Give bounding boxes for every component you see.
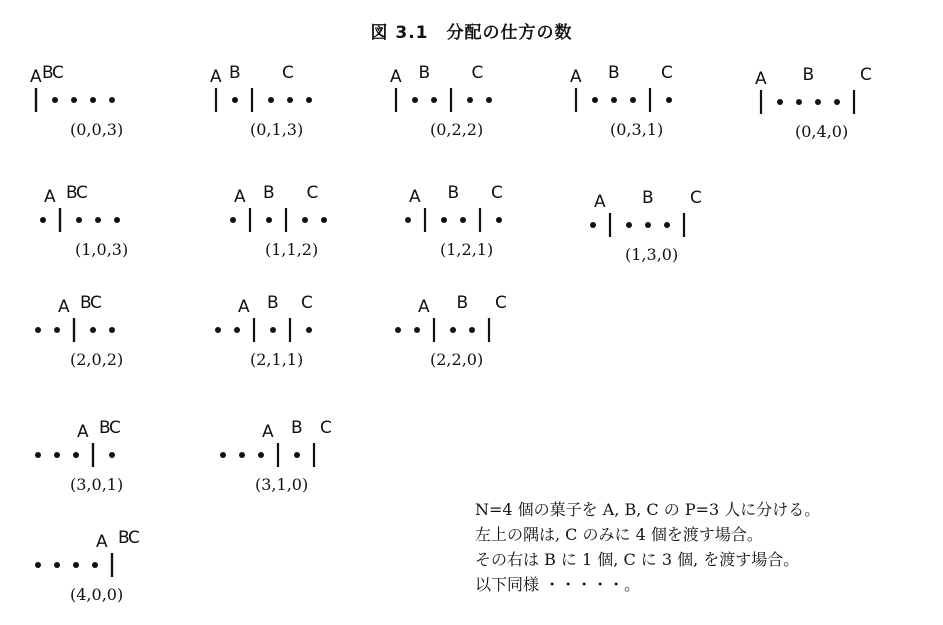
candy-dot xyxy=(35,562,41,568)
candy-dot xyxy=(73,452,79,458)
candy-dot xyxy=(234,327,240,333)
label-c: C xyxy=(128,528,140,548)
label-b: B xyxy=(456,293,469,313)
candy-dot xyxy=(54,452,60,458)
distribution-tuple: (0,3,1) xyxy=(610,120,664,139)
distribution-tuple: (0,4,0) xyxy=(795,122,849,141)
label-a: A xyxy=(210,67,222,87)
label-a: A xyxy=(238,297,250,317)
candy-dot xyxy=(239,452,245,458)
candy-dot xyxy=(35,327,41,333)
candy-dot xyxy=(73,562,79,568)
label-a: A xyxy=(418,297,430,317)
label-c: C xyxy=(76,183,88,203)
candy-dot xyxy=(90,97,96,103)
candy-dot xyxy=(92,562,98,568)
label-b: B xyxy=(418,63,431,83)
label-b: B xyxy=(99,418,111,438)
distribution-item xyxy=(225,183,385,280)
candy-dot xyxy=(664,222,670,228)
candy-dot xyxy=(230,217,236,223)
distribution-tuple: (1,0,3) xyxy=(75,240,129,259)
label-c: C xyxy=(306,183,319,203)
label-c: C xyxy=(109,418,121,438)
candy-dot xyxy=(90,327,96,333)
label-b: B xyxy=(447,183,460,203)
label-c: C xyxy=(301,293,313,313)
distribution-tuple: (1,3,0) xyxy=(625,245,679,264)
candy-dot xyxy=(590,222,596,228)
label-b: B xyxy=(229,63,241,83)
distribution-tuple: (2,0,2) xyxy=(70,350,124,369)
label-a: A xyxy=(570,67,582,87)
distribution-item xyxy=(30,63,190,160)
distribution-tuple: (0,0,3) xyxy=(70,120,124,139)
label-b: B xyxy=(642,188,654,208)
label-b: B xyxy=(118,528,130,548)
label-b: B xyxy=(42,63,54,83)
candy-dot xyxy=(71,97,77,103)
label-a: A xyxy=(44,187,56,207)
candy-dot xyxy=(52,97,58,103)
label-c: C xyxy=(90,293,102,313)
candy-dot xyxy=(496,217,502,223)
candy-dot xyxy=(405,217,411,223)
caption xyxy=(475,497,935,597)
label-a: A xyxy=(77,422,89,442)
candy-dot xyxy=(40,217,46,223)
candy-dot xyxy=(441,217,447,223)
candy-dot xyxy=(321,217,327,223)
candy-dot xyxy=(114,217,120,223)
label-b: B xyxy=(267,293,279,313)
caption-line-2: 左上の隅は, C のみに 4 個を渡す場合。 xyxy=(475,525,763,544)
candy-dot xyxy=(412,97,418,103)
candy-dot xyxy=(666,97,672,103)
distribution-item xyxy=(35,183,195,280)
candy-dot xyxy=(306,97,312,103)
distribution-tuple: (0,1,3) xyxy=(250,120,304,139)
caption-line-3: その右は B に 1 個, C に 3 個, を渡す場合。 xyxy=(475,550,800,569)
label-a: A xyxy=(96,532,108,552)
candy-dot xyxy=(54,562,60,568)
candy-dot xyxy=(777,99,783,105)
label-b: B xyxy=(291,418,303,438)
candy-dot xyxy=(395,327,401,333)
distribution-tuple: (3,0,1) xyxy=(70,475,124,494)
candy-dot xyxy=(95,217,101,223)
distribution-tuple: (2,2,0) xyxy=(430,350,484,369)
distribution-item xyxy=(400,183,560,280)
distribution-item xyxy=(30,528,190,625)
label-a: A xyxy=(594,192,606,212)
label-c: C xyxy=(52,63,64,83)
caption-line-4: 以下同様 ・・・・・。 xyxy=(475,575,641,594)
candy-dot xyxy=(220,452,226,458)
candy-dot xyxy=(258,452,264,458)
label-a: A xyxy=(755,69,767,89)
candy-dot xyxy=(626,222,632,228)
candy-dot xyxy=(306,327,312,333)
distribution-tuple: (0,2,2) xyxy=(430,120,484,139)
label-a: A xyxy=(409,187,421,207)
label-c: C xyxy=(495,293,507,313)
label-c: C xyxy=(471,63,484,83)
candy-dot xyxy=(109,97,115,103)
candy-dot xyxy=(630,97,636,103)
label-a: A xyxy=(390,67,402,87)
candy-dot xyxy=(796,99,802,105)
label-b: B xyxy=(66,183,78,203)
candy-dot xyxy=(645,222,651,228)
label-b: B xyxy=(80,293,92,313)
label-a: A xyxy=(262,422,274,442)
candy-dot xyxy=(486,97,492,103)
distribution-tuple: (1,1,2) xyxy=(265,240,319,259)
candy-dot xyxy=(109,452,115,458)
candy-dot xyxy=(469,327,475,333)
distribution-tuple: (4,0,0) xyxy=(70,585,124,604)
distribution-item xyxy=(585,188,745,285)
candy-dot xyxy=(302,217,308,223)
candy-dot xyxy=(611,97,617,103)
distribution-item xyxy=(215,418,375,515)
label-a: A xyxy=(58,297,70,317)
candy-dot xyxy=(414,327,420,333)
candy-dot xyxy=(215,327,221,333)
candy-dot xyxy=(834,99,840,105)
distribution-item xyxy=(210,63,370,160)
candy-dot xyxy=(266,217,272,223)
distribution-item xyxy=(30,418,190,515)
label-c: C xyxy=(661,63,673,83)
label-c: C xyxy=(282,63,294,83)
distribution-item xyxy=(390,63,550,160)
candy-dot xyxy=(76,217,82,223)
label-c: C xyxy=(860,65,872,85)
distribution-tuple: (3,1,0) xyxy=(255,475,309,494)
candy-dot xyxy=(815,99,821,105)
distribution-tuple: (1,2,1) xyxy=(440,240,494,259)
candy-dot xyxy=(450,327,456,333)
distribution-item xyxy=(570,63,730,160)
candy-dot xyxy=(592,97,598,103)
candy-dot xyxy=(294,452,300,458)
distribution-item xyxy=(30,293,190,390)
label-c: C xyxy=(690,188,702,208)
distribution-tuple: (2,1,1) xyxy=(250,350,304,369)
label-c: C xyxy=(491,183,503,203)
label-b: B xyxy=(263,183,275,203)
candy-dot xyxy=(270,327,276,333)
candy-dot xyxy=(232,97,238,103)
label-b: B xyxy=(608,63,620,83)
label-b: B xyxy=(802,65,815,85)
distribution-item xyxy=(755,65,915,162)
label-a: A xyxy=(234,187,246,207)
caption-line-1: N=4 個の菓子を A, B, C の P=3 人に分ける。 xyxy=(475,500,821,519)
label-a: A xyxy=(30,67,42,87)
candy-dot xyxy=(287,97,293,103)
candy-dot xyxy=(460,217,466,223)
distribution-item xyxy=(210,293,370,390)
candy-dot xyxy=(35,452,41,458)
figure-title: 図 3.1 分配の仕方の数 xyxy=(370,23,573,43)
candy-dot xyxy=(109,327,115,333)
candy-dot xyxy=(431,97,437,103)
label-c: C xyxy=(320,418,332,438)
candy-dot xyxy=(268,97,274,103)
distribution-item xyxy=(390,293,550,390)
candy-dot xyxy=(54,327,60,333)
candy-dot xyxy=(467,97,473,103)
